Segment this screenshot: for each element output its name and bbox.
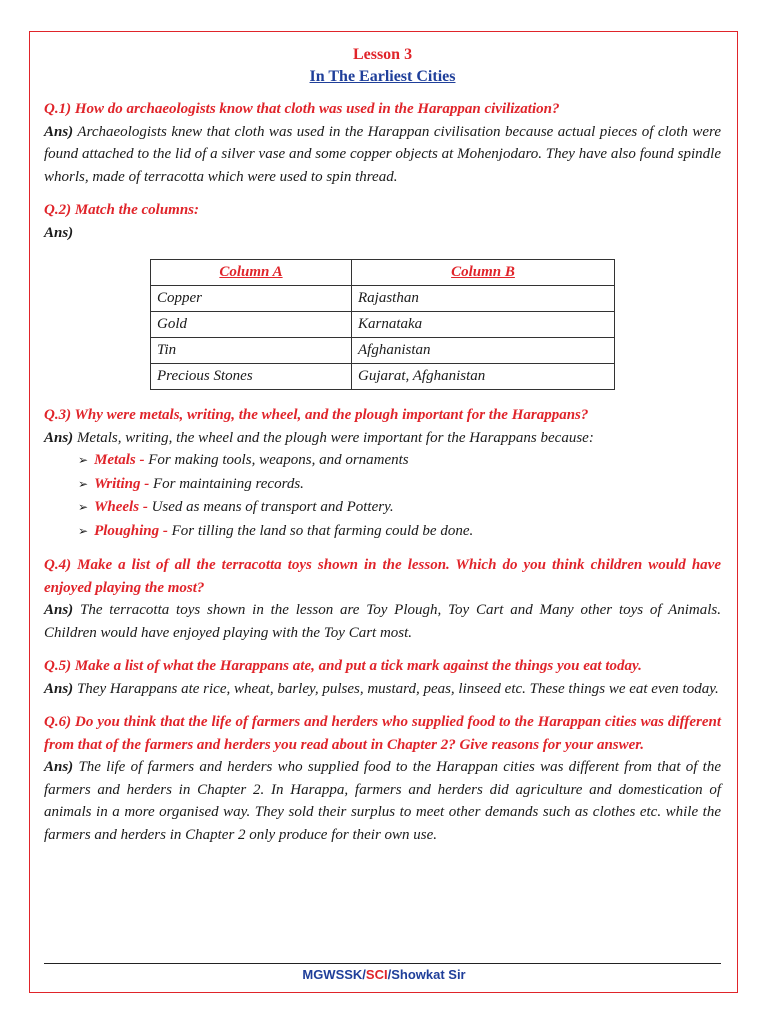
answer-4-text: The terracotta toys shown in the lesson are Toy Plough, Toy Cart and Many other toys of Animals. Children would have enjoyed playing with the Toy Cart most.: [44, 602, 721, 641]
question-2: Q.2) Match the columns:: [44, 202, 200, 218]
footer-teacher: /Showkat Sir: [387, 967, 466, 982]
question-6-block: [44, 711, 721, 846]
answer-label: Ans): [44, 429, 74, 446]
answer-3: [44, 427, 721, 450]
question-3-block: [44, 404, 721, 543]
answer-label: Ans): [44, 759, 74, 775]
list-term: Metals -: [94, 452, 145, 468]
table-cell: Karnataka: [352, 312, 615, 338]
list-item: [78, 473, 721, 497]
footer-subject: SCI: [365, 967, 388, 982]
question-1-block: [44, 98, 721, 188]
answer-1: [44, 121, 721, 189]
arrow-bullet-icon: ➢: [78, 476, 89, 491]
list-term: Wheels -: [94, 499, 148, 515]
answer-label: Ans): [44, 602, 74, 618]
footer: [0, 967, 768, 982]
arrow-bullet-icon: ➢: [78, 523, 89, 538]
answer-1-text: Archaeologists knew that cloth was used in the Harappan civilisation because actual pieces of cloth were found attached to the lid of a silver vase and some copper objects at Mohenjodaro. They have also found spindle whorls, made of terracotta which were used to spin thread.: [44, 123, 721, 185]
table-cell: Precious Stones: [151, 364, 352, 390]
table-row: [151, 364, 615, 390]
question-6: Q.6) Do you think that the life of farmers and herders who supplied food to the Harappan cities was different from that of the farmers and herders you read about in Chapter 2? Give reasons for your answer.: [44, 714, 721, 753]
match-columns-table: [150, 259, 615, 390]
table-cell: Afghanistan: [352, 338, 615, 364]
table-row: [151, 286, 615, 312]
column-b-header: Column B: [352, 260, 615, 286]
table-cell: Gujarat, Afghanistan: [352, 364, 615, 390]
reasons-list: [44, 449, 721, 543]
question-5-block: [44, 655, 721, 700]
list-term: Ploughing -: [94, 522, 168, 539]
answer-5-text: They Harappans ate rice, wheat, barley, pulses, mustard, peas, linseed etc. These things we eat even today.: [76, 680, 719, 697]
answer-2: [44, 222, 721, 245]
list-item: [78, 496, 721, 520]
answer-3-text: Metals, writing, the wheel and the plough were important for the Harappans because:: [76, 429, 594, 446]
column-a-header: Column A: [151, 260, 352, 286]
answer-label: Ans): [44, 123, 74, 140]
question-1: Q.1) How do archaeologists know that cloth was used in the Harappan civilization?: [44, 101, 560, 117]
table-cell: Tin: [151, 338, 352, 364]
question-5: Q.5) Make a list of what the Harappans ate, and put a tick mark against the things you eat today.: [44, 658, 642, 674]
footer-school: MGWSSK/: [302, 967, 366, 982]
footer-divider: [44, 963, 721, 964]
list-text: For tilling the land so that farming could be done.: [171, 522, 474, 539]
question-4-block: [44, 554, 721, 644]
table-header-row: [151, 260, 615, 286]
answer-label: Ans): [44, 224, 74, 241]
lesson-number: Lesson 3: [352, 46, 413, 63]
list-item: [78, 449, 721, 473]
question-2-block: [44, 199, 721, 390]
list-text: For maintaining records.: [152, 475, 304, 492]
question-4: Q.4) Make a list of all the terracotta toys shown in the lesson. Which do you think children would have enjoyed playing the most?: [44, 557, 721, 596]
list-text: For making tools, weapons, and ornaments: [148, 452, 409, 468]
list-text: Used as means of transport and Pottery.: [151, 499, 394, 515]
answer-6: [44, 756, 721, 846]
table-cell: Copper: [151, 286, 352, 312]
answer-6-text: The life of farmers and herders who supplied food to the Harappan cities was different from that of the farmers and herders in Chapter 2. In Harappa, farmers and herders did agriculture and domestication of animals in a more organised way. They sold their surplus to meet other demands such as clothes etc. while the farmers and herders in Chapter 2 only produce for their own use.: [44, 759, 722, 843]
arrow-bullet-icon: ➢: [78, 500, 89, 514]
table-cell: Rajasthan: [352, 286, 615, 312]
answer-5: [44, 678, 721, 701]
table-row: [151, 338, 615, 364]
arrow-bullet-icon: ➢: [78, 453, 89, 467]
list-term: Writing -: [94, 475, 150, 492]
answer-4: [44, 599, 721, 644]
document-body: [44, 44, 721, 857]
question-3: Q.3) Why were metals, writing, the wheel, and the plough important for the Harappans?: [44, 407, 589, 423]
table-row: [151, 312, 615, 338]
answer-label: Ans): [44, 680, 74, 697]
chapter-title: In The Earliest Cities: [309, 68, 456, 85]
list-item: [78, 520, 721, 544]
table-cell: Gold: [151, 312, 352, 338]
